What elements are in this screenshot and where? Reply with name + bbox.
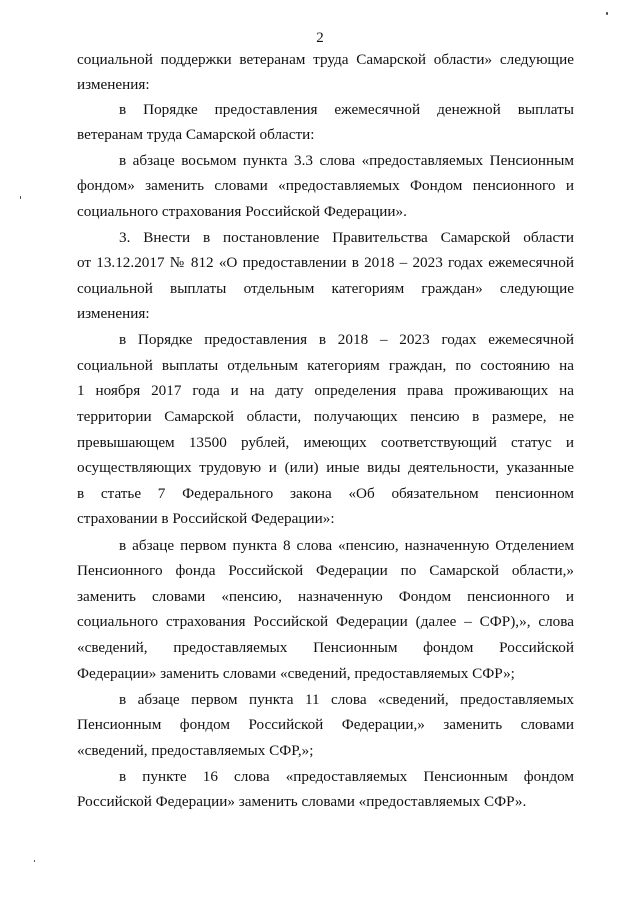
page-number: 2: [316, 30, 324, 46]
text-line: социальной выплаты отдельным категориям граждан» следующие: [77, 280, 574, 297]
text-line: Пенсионным фондом Российской Федерации,» заменить словами: [77, 716, 574, 733]
text-line: в статье 7 Федерального закона «Об обязательном пенсионном: [77, 485, 574, 502]
text-line: 1 ноября 2017 года и на дату определения права проживающих на: [77, 382, 574, 399]
text-line: социальной поддержки ветеранам труда Самарской области» следующие: [77, 51, 574, 68]
text-line: «сведений, предоставляемых СФР,»;: [77, 742, 314, 759]
text-line: превышающем 13500 рублей, имеющих соответствующий статус и: [77, 434, 574, 451]
text-line: социального страхования Российской Федерации (далее – СФР),», слова: [77, 613, 574, 630]
text-line: социального страхования Российской Федерации».: [77, 203, 407, 220]
text-line: от 13.12.2017 № 812 «О предоставлении в 2018 – 2023 годах ежемесячной: [77, 254, 574, 271]
scan-speck: [606, 12, 608, 15]
text-line: Федерации» заменить словами «сведений, предоставляемых СФР»;: [77, 665, 515, 682]
text-line: социальной выплаты отдельным категориям граждан, по состоянию на: [77, 357, 574, 374]
text-line: в абзаце восьмом пункта 3.3 слова «предоставляемых Пенсионным: [119, 152, 574, 169]
text-line: страховании в Российской Федерации»:: [77, 510, 335, 527]
text-line: «сведений, предоставляемых Пенсионным фондом Российской: [77, 639, 574, 656]
text-line: в Порядке предоставления в 2018 – 2023 годах ежемесячной: [119, 331, 574, 348]
text-line: заменить словами «пенсию, назначенную Фондом пенсионного и: [77, 588, 574, 605]
text-line: в Порядке предоставления ежемесячной денежной выплаты: [119, 101, 574, 118]
text-line: территории Самарской области, получающих пенсию в размере, не: [77, 408, 574, 425]
scan-speck: [20, 196, 21, 199]
text-line: Российской Федерации» заменить словами «предоставляемых СФР».: [77, 793, 527, 810]
text-line: в пункте 16 слова «предоставляемых Пенсионным фондом: [119, 768, 574, 785]
text-line: изменения:: [77, 76, 150, 93]
text-line: Пенсионного фонда Российской Федерации по Самарской области,»: [77, 562, 574, 579]
text-line: ветеранам труда Самарской области:: [77, 126, 315, 143]
scan-speck: [34, 860, 35, 862]
text-line: в абзаце первом пункта 8 слова «пенсию, назначенную Отделением: [119, 537, 574, 554]
text-line: фондом» заменить словами «предоставляемых Фондом пенсионного и: [77, 177, 574, 194]
text-line: 3. Внести в постановление Правительства Самарской области: [119, 229, 574, 246]
text-line: осуществляющих трудовую и (или) иные виды деятельности, указанные: [77, 459, 574, 476]
text-line: изменения:: [77, 305, 150, 322]
text-line: в абзаце первом пункта 11 слова «сведений, предоставляемых: [119, 691, 574, 708]
